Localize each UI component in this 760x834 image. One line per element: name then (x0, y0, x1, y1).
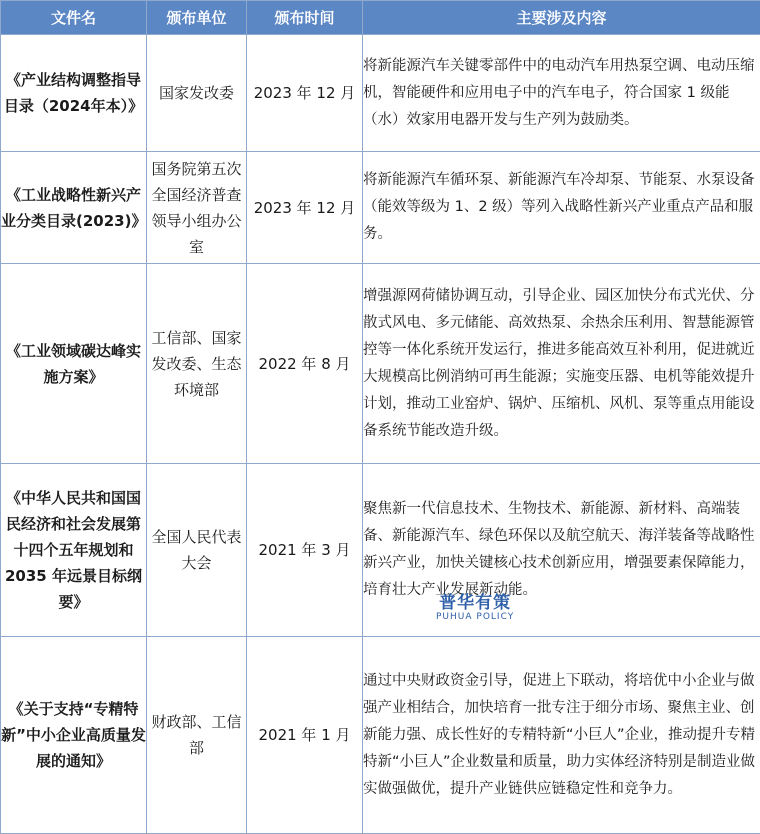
puhua-policy-watermark (436, 594, 514, 622)
header-date: 颁布时间 (247, 1, 363, 35)
content-cell: 将新能源汽车关键零部件中的电动汽车用热泵空调、电动压缩机，智能硬件和应用电子中的汽车电子，符合国家 1 级能（水）效家用电器开发与生产列为鼓励类。 (363, 35, 760, 152)
watermark-en: PUHUA POLICY (436, 612, 515, 622)
table-row (1, 35, 760, 152)
issuer-cell: 财政部、工信部 (147, 637, 247, 834)
file-name-cell: 《关于支持“专精特新”中小企业高质量发展的通知》 (1, 637, 147, 834)
content-cell: 增强源网荷储协调互动，引导企业、园区加快分布式光伏、分散式风电、多元储能、高效热泵、余热余压利用、智慧能源管控等一体化系统开发运行，推进多能高效互补利用，促进就近大规模高比例消纳可再生能源；实施变压器、电机等能效提升计划，推动工业窑炉、锅炉、压缩机、风机、泵等重点用能设备系统节能改造升级。 (363, 264, 760, 464)
file-name-cell: 《中华人民共和国国民经济和社会发展第十四个五年规划和 2035 年远景目标纲要》 (1, 464, 147, 637)
file-name-cell: 《工业战略性新兴产业分类目录(2023)》 (1, 152, 147, 264)
issuer-cell: 国务院第五次全国经济普查领导小组办公室 (147, 152, 247, 264)
header-file-name: 文件名 (1, 1, 147, 35)
date-cell: 2022 年 8 月 (247, 264, 363, 464)
file-name-cell: 《产业结构调整指导目录（2024年本）》 (1, 35, 147, 152)
content-text: 聚焦新一代信息技术、生物技术、新能源、新材料、高端装备、新能源汽车、绿色环保以及航空航天、海洋装备等战略性新兴产业，加快关键核心技术创新应用，增强要素保障能力，培育壮大产业发展新动能。 (363, 501, 755, 598)
file-name-cell: 《工业领域碳达峰实施方案》 (1, 264, 147, 464)
issuer-cell: 工信部、国家发改委、生态环境部 (147, 264, 247, 464)
header-issuer: 颁布单位 (147, 1, 247, 35)
watermark-cn: 普华有策 (439, 593, 512, 613)
issuer-cell: 国家发改委 (147, 35, 247, 152)
header-content: 主要涉及内容 (363, 1, 760, 35)
table-row (1, 152, 760, 264)
issuer-cell: 全国人民代表大会 (147, 464, 247, 637)
date-cell: 2023 年 12 月 (247, 152, 363, 264)
table-row (1, 464, 760, 637)
table-row (1, 264, 760, 464)
date-cell: 2021 年 1 月 (247, 637, 363, 834)
content-cell: 通过中央财政资金引导，促进上下联动，将培优中小企业与做强产业相结合，加快培育一批专注于细分市场、聚焦主业、创新能力强、成长性好的专精特新“小巨人”企业，推动提升专精特新“小巨人”企业数量和质量，助力实体经济特别是制造业做实做强做优，提升产业链供应链稳定性和竞争力。 (363, 637, 760, 834)
table-row (1, 637, 760, 834)
content-cell: 将新能源汽车循环泵、新能源汽车冷却泵、节能泵、水泵设备（能效等级为 1、2 级）等列入战略性新兴产业重点产品和服务。 (363, 152, 760, 264)
header-row (1, 1, 760, 35)
date-cell: 2023 年 12 月 (247, 35, 363, 152)
date-cell: 2021 年 3 月 (247, 464, 363, 637)
content-cell (363, 464, 760, 637)
